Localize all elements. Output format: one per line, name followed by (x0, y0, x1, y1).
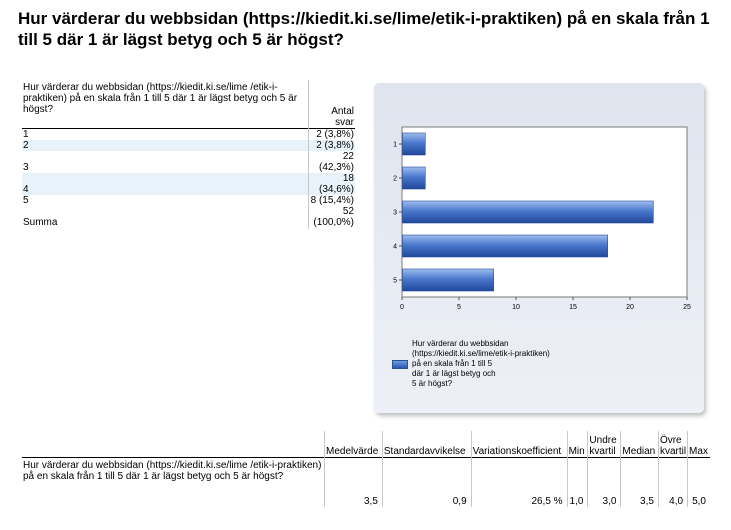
x-tick-label: 10 (512, 304, 520, 311)
page-title: Hur värderar du webbsidan (https://kiedit.ki.se/lime/etik-i-praktiken) på en skala från 1 till 5 där 1 är lägst betyg och 5 är högst? (18, 9, 710, 49)
stats-header: Medelvärde (325, 431, 383, 458)
stats-header: Max (688, 431, 710, 458)
bar-1 (403, 133, 426, 155)
stats-value: 5,0 (688, 458, 710, 508)
row-label: 2 (23, 140, 29, 151)
row-label: 5 (23, 195, 29, 206)
stats-value: 1,0 (567, 458, 588, 508)
stats-value: 26,5 % (471, 458, 567, 508)
frequency-question-header: Hur värderar du webbsidan (https://kiedit.ki.se/lime /etik-i-praktiken) på en skala från 1 till 5 där 1 är lägst betyg och 5 är högst? (23, 82, 298, 115)
sum-row (22, 206, 355, 229)
stats-header: Standardavvikelse (382, 431, 471, 458)
row-label: 4 (23, 184, 29, 195)
stats-value: 3,0 (588, 458, 621, 508)
bar-3 (403, 201, 654, 223)
table-row (22, 140, 355, 151)
stats-header: Min (567, 431, 588, 458)
chart-panel (374, 83, 704, 413)
row-label: 3 (23, 162, 29, 173)
row-label: 1 (23, 129, 29, 140)
table-row (22, 129, 355, 141)
stats-header: Variationskoefficient (471, 431, 567, 458)
count-header: Antal svar (308, 80, 355, 129)
y-tick-label: 3 (393, 209, 397, 217)
x-tick-label: 5 (457, 304, 461, 311)
sum-value: 52 (100,0%) (308, 206, 355, 229)
stats-value: 4,0 (658, 458, 687, 508)
stats-value: 3,5 (325, 458, 383, 508)
stats-value: 0,9 (382, 458, 471, 508)
table-row (22, 195, 355, 206)
row-value: 22 (42,3%) (308, 151, 355, 173)
frequency-table (22, 80, 355, 229)
row-value: 8 (15,4%) (308, 195, 355, 206)
bar-2 (403, 167, 426, 189)
x-tick-label: 15 (569, 304, 577, 311)
legend-swatch (392, 360, 408, 369)
legend-label: Hur värderar du webbsidan (https://kiedit.ki.se/lime/etik-i-praktiken) på en skala från 1 till 5 där 1 är lägst betyg och 5 är högst? (412, 339, 550, 388)
row-value: 18 (34,6%) (308, 173, 355, 195)
table-row (22, 151, 355, 173)
table-row (22, 173, 355, 195)
x-tick-label: 0 (400, 304, 404, 311)
stats-header: Övre kvartil (658, 431, 687, 458)
stats-header: Median (621, 431, 659, 458)
y-tick-label: 1 (393, 141, 397, 149)
sum-label: Summa (23, 217, 58, 228)
bar-4 (403, 235, 608, 257)
legend (392, 339, 592, 389)
stats-question: Hur värderar du webbsidan (https://kiedit.ki.se/lime /etik-i-praktiken) på en skala från 1 till 5 där 1 är lägst betyg och 5 är högst? (23, 460, 322, 482)
statistics-table (22, 431, 710, 507)
y-tick-label: 5 (393, 277, 397, 285)
stats-value: 3,5 (621, 458, 659, 508)
stats-header: Undre kvartil (588, 431, 621, 458)
x-tick-label: 25 (683, 304, 691, 311)
y-tick-label: 2 (393, 175, 397, 183)
bar-5 (403, 269, 494, 291)
bar-chart (374, 83, 704, 333)
table-row (22, 458, 710, 508)
row-value: 2 (3,8%) (308, 129, 355, 141)
y-tick-label: 4 (393, 243, 397, 251)
stats-blank-header (22, 431, 325, 458)
row-value: 2 (3,8%) (308, 140, 355, 151)
x-tick-label: 20 (626, 304, 634, 311)
